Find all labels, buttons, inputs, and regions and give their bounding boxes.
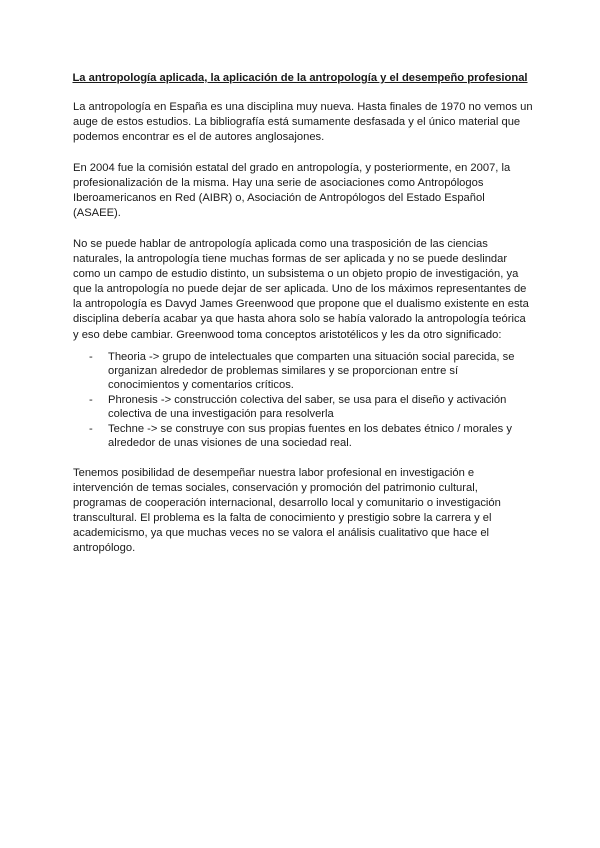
paragraph-closing: Tenemos posibilidad de desempeñar nuestra labor profesional en investigación e intervención de temas sociales, conservación y promoción del patrimonio cultural, programas de cooperación internacional, desarrollo local y comunitario o investigación transcultural. El problema es la falta de conocimiento y prestigio sobre la carrera y el academicismo, ya que muchas veces no se valora el análisis cualitativo que hace el antropólogo.: [73, 467, 501, 555]
bullet-dash: -: [89, 351, 93, 363]
list-item-text: Phronesis -> construcción colectiva del saber, se usa para el diseño y activación colectiva de una investigación para resolverla: [108, 394, 507, 420]
list-item: [0, 350, 516, 392]
document-title: La antropología aplicada, la aplicación de la antropología y el desempeño profesional: [72, 72, 528, 84]
list-item-text: Theoria -> grupo de intelectuales que comparten una situación social parecida, se organizan alrededor de problemas similares y se proporcionan entre sí conocimientos y comentarios críticos.: [108, 351, 515, 391]
list-item: [0, 422, 516, 450]
list-item-text: Techne -> se construye con sus propias fuentes en los debates étnico / morales y alrededor de unas visiones de una sociedad real.: [108, 423, 512, 449]
bullet-dash: -: [89, 423, 93, 435]
bullet-dash: -: [89, 394, 93, 406]
list-item: [0, 393, 516, 421]
concepts-list: [0, 350, 600, 451]
paragraph-greenwood: No se puede hablar de antropología aplicada como una trasposición de las ciencias naturales, la antropología tiene muchas formas de ser aplicada y no se puede deslindar como un campo de estudio distinto, un subsistema o un objeto propio de investigación, ya que la antropología no puede dejar de ser aplicada. Uno de los máximos representantes de la antropología es Davyd James Greenwood que propone que el dualismo existente en esta disciplina debería acabar ya que hasta ahora solo se había valorado la antropología teórica y eso debe cambiar. Greenwood toma conceptos aristotélicos y les da otro significado:: [73, 238, 529, 341]
paragraph-history: En 2004 fue la comisión estatal del grado en antropología, y posteriormente, en 2007, la profesionalización de la misma. Hay una serie de asociaciones como Antropólogos Iberoamericanos en Red (AIBR) o, Asociación de Antropólogos del Estado Español (ASAEE).: [73, 162, 511, 220]
paragraph-intro: La antropología en España es una disciplina muy nueva. Hasta finales de 1970 no vemos un auge de estos estudios. La bibliografía está sumamente desfasada y el único material que podemos encontrar es el de autores anglosajones.: [73, 101, 533, 144]
